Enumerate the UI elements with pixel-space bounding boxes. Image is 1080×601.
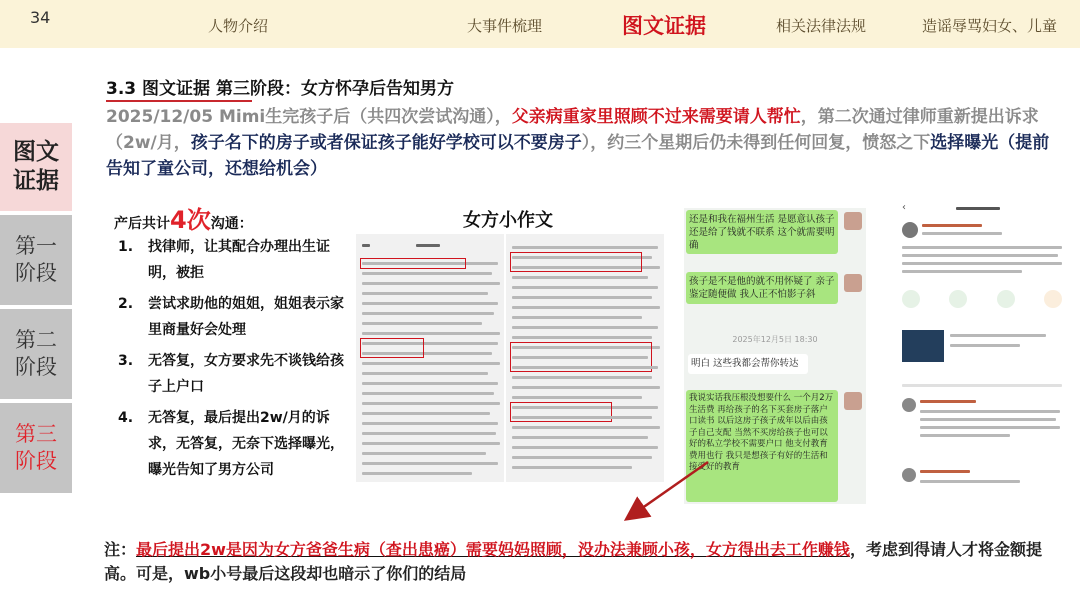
para-text: ），约三个星期后仍未得到任何回复，愤怒之下: [581, 133, 931, 153]
footnote-text: ，考虑到得请人才将金额提高。可是，wb小号最后这段却也暗示了你们的结局: [104, 540, 1042, 583]
page-number: 34: [30, 8, 51, 27]
sidebar-label: 第二 阶段: [15, 328, 57, 379]
step-number: 4.: [118, 410, 134, 426]
sidebar-label: 第三 阶段: [15, 422, 57, 473]
step-text: 找律师，让其配合办理出生证明，被拒: [148, 239, 330, 281]
step-number: 2.: [118, 296, 134, 312]
nav-tab-defamation[interactable]: 造谣辱骂妇女、儿童: [922, 17, 1058, 35]
step-text: 无答复，最后提出2w/月的诉求，无答复，无奈下选择曝光，曝光告知了男方公司: [148, 410, 344, 478]
step-number: 1.: [118, 239, 134, 255]
chat-timestamp: 2025年12月5日 18:30: [732, 335, 818, 344]
step-text: 无答复，女方要求先不谈钱给孩子上户口: [148, 353, 344, 395]
steps-heading-post: 沟通：: [210, 216, 253, 232]
sidebar-label: 第一 阶段: [15, 234, 57, 285]
chat-reply: 明白 这些我都会帮你转达: [688, 354, 808, 374]
evidence-panel-title: 女方小作文: [463, 210, 553, 231]
nav-tab-evidence[interactable]: 图文证据: [622, 14, 706, 38]
steps-heading-pre: 产后共计: [114, 216, 170, 232]
step-text: 尝试求助他的姐姐，姐姐表示家里商量好会处理: [148, 296, 344, 338]
nav-tab-person-intro[interactable]: 人物介绍: [208, 17, 269, 35]
section-title: 3.3 图文证据 第三阶段：女方怀孕后告知男方: [106, 79, 454, 99]
steps-count: 4次: [170, 206, 211, 234]
footnote-prefix: 注：: [104, 540, 137, 559]
nav-tab-laws[interactable]: 相关法律法规: [776, 17, 867, 35]
chat-bubble: 孩子是不是他的就不用怀疑了 亲子鉴定随便做 我人正不怕影子斜: [686, 272, 838, 304]
footnote-highlight: 最后提出2w是因为女方爸爸生病（查出患癌）需要妈妈照顾，没办法兼顾小孩，女方得出去工作赚钱: [136, 540, 850, 559]
chat-bubble: 我说实话我压根没想要什么 一个月2万生活费 再给孩子的名下买套房子落户口读书 以后这房子孩子成年以后由孩子自己支配 当然不买房给孩子也可以 好的私立学校不需要户口 他支付教育费用也行 我只是想孩子有好的生活和接受好的教育: [686, 390, 838, 502]
nav-tab-events[interactable]: 大事件梳理: [467, 17, 543, 35]
chat-bubble: 还是和我在福州生活 是愿意认孩子 还是给了钱就不联系 这个就需要明确: [686, 210, 838, 254]
para-emphasis: 选择曝光（提前告知了童公司，还想给机会）: [106, 133, 1050, 179]
para-emphasis: 孩子名下的房子或者保证孩子能好学校可以不要房子: [190, 133, 582, 153]
sidebar-label: 图文 证据: [13, 139, 59, 194]
para-highlight: 父亲病重家里照顾不过来需要请人帮忙: [511, 107, 801, 127]
footnote: [104, 538, 1064, 586]
para-text: 2025/12/05 Mimi生完孩子后（共四次尝试沟通），: [106, 107, 512, 127]
step-number: 3.: [118, 353, 134, 369]
back-icon[interactable]: ‹: [902, 202, 906, 213]
para-text: ，第二次通过律师重新提出诉求（2w/月，: [106, 107, 1039, 153]
